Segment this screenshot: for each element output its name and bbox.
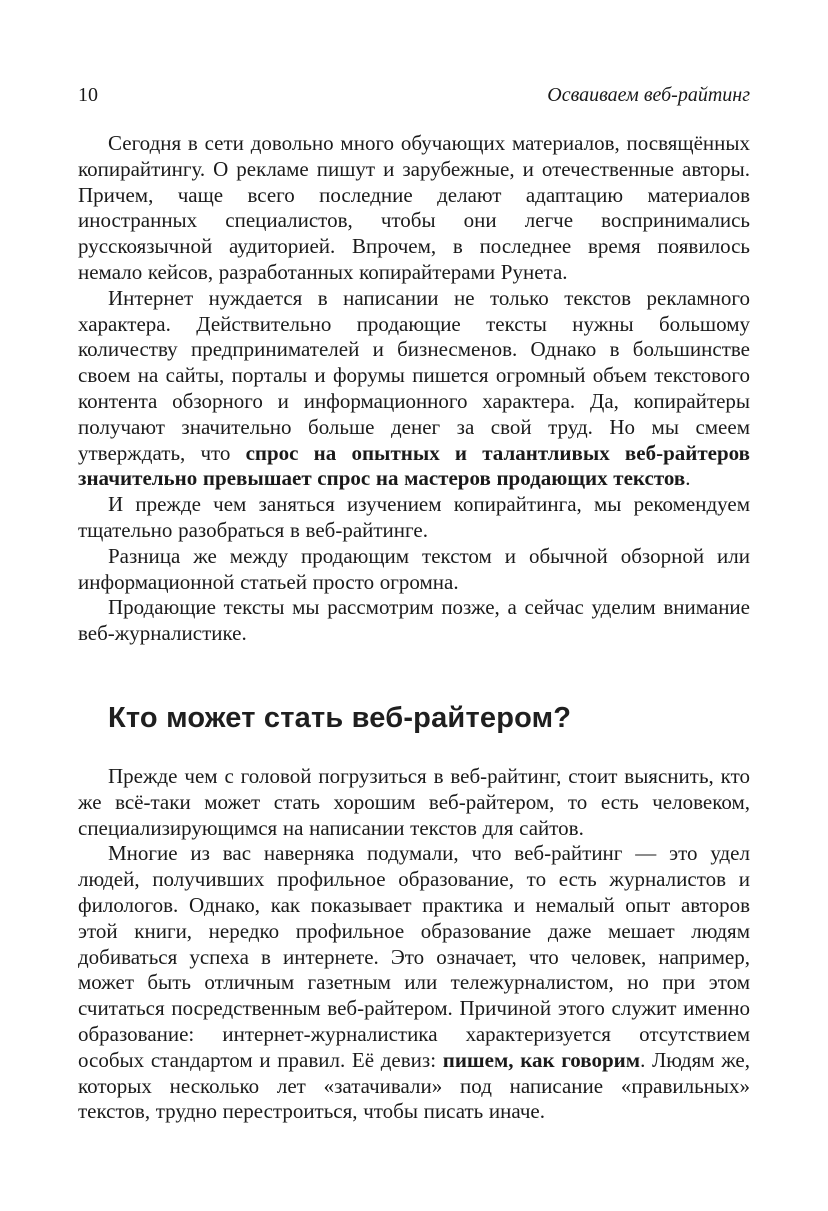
paragraph xyxy=(78,544,750,596)
running-title: Осваиваем веб-райтинг xyxy=(547,84,750,106)
text-segment: Разница же между продающим текстом и обычной обзорной или информационной статьей просто огромна. xyxy=(78,543,750,594)
text-segment: Продающие тексты мы рассмотрим позже, а сейчас уделим внимание веб-журналистике. xyxy=(78,595,750,646)
paragraph xyxy=(78,492,750,544)
text-segment: Интернет нуждается в написании не только текстов рекламного характера. Действительно продающие тексты нужны большому количеству предпринимателей и бизнесменов. Однако в большинстве своем на сайты, порталы и форумы пишется огромный объем текстового контента обзорного и информационного характера. Да, копирайтеры получают значительно больше денег за свой труд. Но мы смеем утверждать, что xyxy=(78,285,750,465)
text-segment: . xyxy=(685,466,691,491)
text-segment: . Людям же, которых несколько лет «затачивали» под написание «правильных» текстов, трудно перестроиться, чтобы писать иначе. xyxy=(78,1047,751,1124)
text-segment: И прежде чем заняться изучением копирайтинга, мы рекомендуем тщательно разобраться в веб-райтинге. xyxy=(78,492,750,542)
intro-paragraph-group xyxy=(78,131,750,647)
paragraph xyxy=(78,595,750,647)
section-heading: Кто может стать веб-райтером? xyxy=(108,701,572,734)
page-content xyxy=(78,131,750,1125)
paragraph xyxy=(78,286,750,492)
running-head xyxy=(78,83,750,107)
section-paragraph-group xyxy=(78,764,750,1125)
page-number: 10 xyxy=(78,84,98,106)
text-segment: Сегодня в сети довольно много обучающих материалов, посвящённых копирайтингу. О рекламе пишут и зарубежные, и отечественные авторы. Причем, чаще всего последние делают адаптацию материалов иностранных специалистов, чтобы они легче воспринимались русскоязычной аудиторией. Впрочем, в последнее время появилось немало кейсов, разработанных копирайтерами Рунета. xyxy=(78,131,750,284)
text-segment: Многие из вас наверняка подумали, что веб-райтинг — это удел людей, получивших профильное образование, то есть журналистов и филологов. Однако, как показывает практика и немалый опыт авторов этой книги, нередко профильное образование даже мешает людям добиваться успеха в интернете. Это означает, что человек, например, может быть отличным газетным или тележурналистом, но при этом считаться посредственным веб-райтером. Причиной этого служит именно образование: интернет-журналистика характеризуется отсутствием особых стандартом и правил. Её девиз: xyxy=(78,841,750,1072)
paragraph xyxy=(78,764,750,841)
bold-text-segment: пишем, как говорим xyxy=(442,1047,641,1072)
paragraph xyxy=(78,841,750,1125)
bold-text-segment: спрос на опытных и талантливых веб-райтеров значительно превышает спрос на мастеров продающих текстов xyxy=(78,440,750,491)
paragraph xyxy=(78,131,750,286)
text-segment: Прежде чем с головой погрузиться в веб-райтинг, стоит выяснить, кто же всё-таки может стать хорошим веб-райтером, то есть человеком, специализирующимся на написании текстов для сайтов. xyxy=(78,763,750,840)
